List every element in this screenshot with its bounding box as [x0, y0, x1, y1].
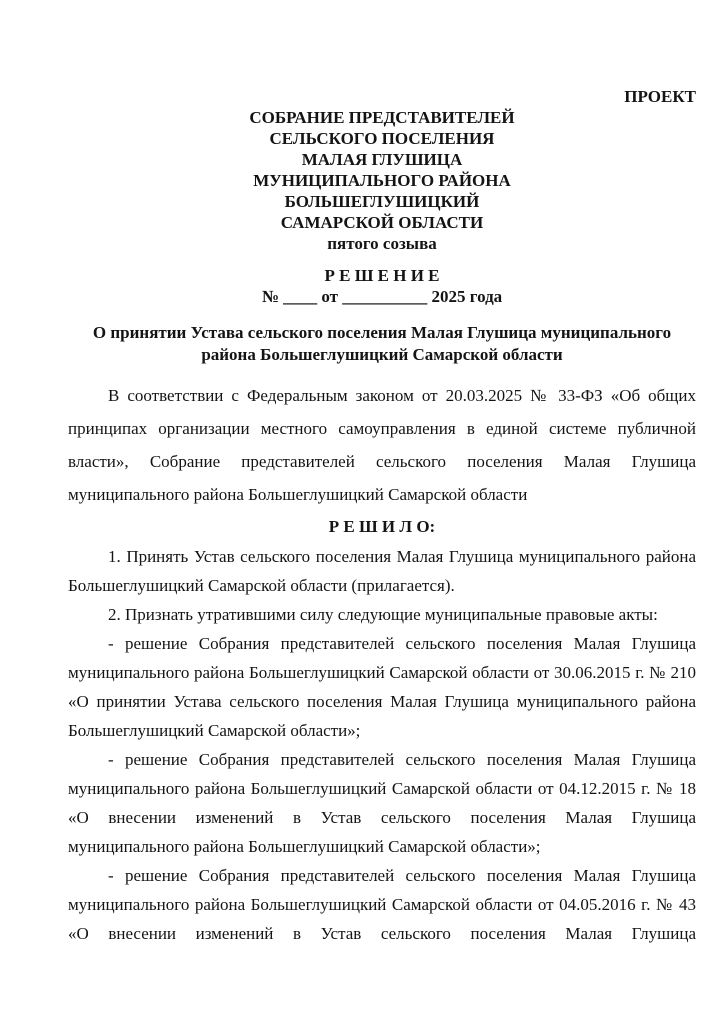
org-header: [68, 107, 696, 254]
subject-line: района Большеглушицкий Самарской области: [201, 345, 563, 364]
subject-line: О принятии Устава сельского поселения Малая Глушица муниципального: [92, 323, 672, 342]
org-header-line: СОБРАНИЕ ПРЕДСТАВИТЕЛЕЙ: [249, 108, 515, 127]
repealed-act-1: - решение Собрания представителей сельского поселения Малая Глушица муниципального района Большеглушицкий Самарской области от 30.06.2015 г. № 210 «О принятии Устава сельского поселения Малая Глушица муниципального района Большеглушицкий Самарской области»;: [68, 634, 696, 740]
org-header-line: САМАРСКОЙ ОБЛАСТИ: [280, 213, 484, 232]
org-header-line: МАЛАЯ ГЛУШИЦА: [301, 150, 463, 169]
decision-word: Р Е Ш Е Н И Е: [324, 266, 440, 285]
org-header-line: БОЛЬШЕГЛУШИЦКИЙ: [284, 192, 480, 211]
decision-number-line: № ____ от __________ 2025 года: [261, 287, 503, 306]
convocation-line: пятого созыва: [327, 234, 437, 253]
preamble-paragraph: В соответствии с Федеральным законом от 20.03.2025 № 33-ФЗ «Об общих принципах организации местного самоуправления в единой системе публичной власти», Собрание представителей сельского поселения Малая Глушица муниципального района Большеглушицкий Самарской области: [68, 386, 696, 504]
repealed-act-2: - решение Собрания представителей сельского поселения Малая Глушица муниципального района Большеглушицкий Самарской области от 04.12.2015 г. № 18 «О внесении изменений в Устав сельского поселения Малая Глушица муниципального района Большеглушицкий Самарской области»;: [68, 750, 696, 856]
resolved-heading: Р Е Ш И Л О:: [328, 517, 436, 536]
resolution-item-2: 2. Признать утратившими силу следующие муниципальные правовые акты:: [108, 605, 658, 624]
draft-label: ПРОЕКТ: [624, 87, 696, 106]
org-header-line: СЕЛЬСКОГО ПОСЕЛЕНИЯ: [269, 129, 495, 148]
resolution-item-1: 1. Принять Устав сельского поселения Малая Глушица муниципального района Большеглушицкий Самарской области (прилагается).: [68, 547, 696, 595]
decision-heading: [68, 265, 696, 307]
document-subject: [68, 322, 696, 366]
repealed-act-3-truncated: - решение Собрания представителей сельского поселения Малая Глушица муниципального района Большеглушицкий Самарской области от 04.05.2016 г. № 43 «О внесении изменений в Устав сельского поселения Малая Глушица: [68, 866, 696, 943]
org-header-line: МУНИЦИПАЛЬНОГО РАЙОНА: [253, 171, 511, 190]
